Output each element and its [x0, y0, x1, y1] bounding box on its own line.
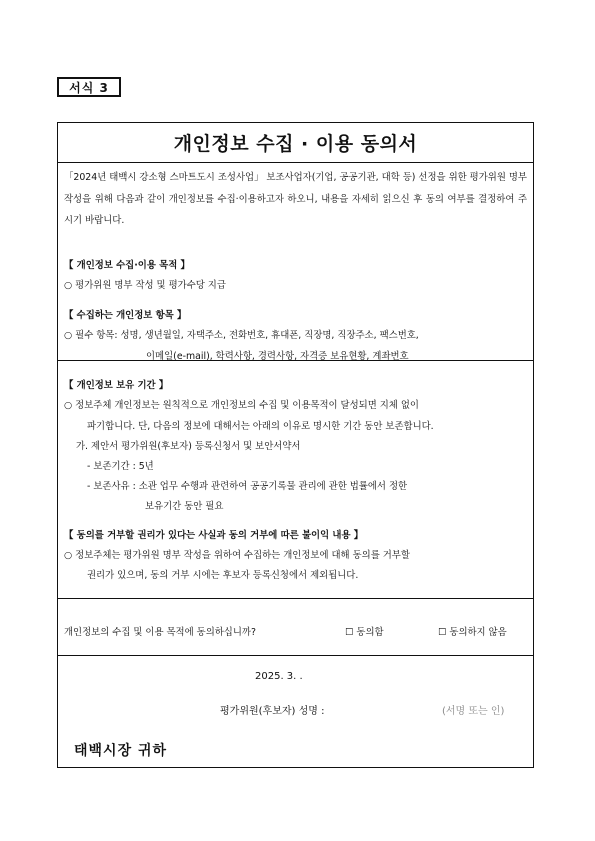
purpose-heading: 【 개인정보 수집·이용 목적 】: [64, 260, 190, 271]
consent-question-row: [58, 598, 533, 656]
date-line: 2025. 3. .: [255, 671, 303, 682]
intro-text: 「2024년 태백시 강소형 스마트도시 조성사업」 보조사업자(기업, 공공기관, 대학 등) 선정을 위한 평가위원 명부 작성을 위해 다음과 같이 개인정보를 수집·이용하고자 하오니, 내용을 자세히 읽으신 후 동의 여부를 결정하여 주시기 바랍니다.: [64, 172, 527, 226]
retention-heading: 【 개인정보 보유 기간 】: [64, 380, 169, 391]
consent-question: 개인정보의 수집 및 이용 목적에 동의하십니까?: [64, 627, 256, 638]
purpose-line: ○ 평가위원 명부 작성 및 평가수당 지급: [64, 280, 226, 291]
signer-name-label: 평가위원(후보자) 성명 :: [220, 706, 325, 717]
items-line-1: ○ 필수 항목: 성명, 생년월일, 자택주소, 전화번호, 휴대폰, 직장명, 직장주소, 팩스번호,: [64, 330, 419, 341]
agree-checkbox[interactable]: ☐ 동의함: [345, 627, 384, 638]
items-heading: 【 수집하는 개인정보 항목 】: [64, 310, 187, 321]
disagree-checkbox[interactable]: ☐ 동의하지 않음: [438, 627, 507, 638]
retention-line-2: 파기합니다. 단, 다음의 정보에 대해서는 아래의 이유로 명시한 기간 동안 보존합니다.: [87, 421, 434, 432]
retention-line-5: - 보존사유 : 소관 업무 수행과 관련하여 공공기록물 관리에 관한 법률에서 정한: [87, 481, 408, 492]
refusal-line-2: 권리가 있으며, 동의 거부 시에는 후보자 등록신청에서 제외됩니다.: [87, 570, 359, 581]
refusal-heading: 【 동의를 거부할 권리가 있다는 사실과 동의 거부에 따른 불이익 내용 】: [64, 530, 364, 541]
retention-line-4: - 보존기간 : 5년: [87, 461, 154, 472]
items-line-2: 이메일(e-mail), 학력사항, 경력사항, 자격증 보유현황, 계좌번호: [146, 351, 409, 362]
addressee: 태백시장 귀하: [74, 743, 168, 759]
retention-line-6: 보유기간 동안 필요: [145, 501, 224, 512]
retention-line-1: ○ 정보주체 개인정보는 원칙적으로 개인정보의 수집 및 이용목적이 달성되면 지체 없이: [64, 400, 419, 411]
signature-placeholder[interactable]: (서명 또는 인): [442, 706, 505, 717]
form-number-label: 서식 3: [57, 77, 121, 97]
retention-line-3: 가. 제안서 평가위원(후보자) 등록신청서 및 보안서약서: [76, 441, 301, 452]
form-title: 개인정보 수집 · 이용 동의서: [58, 123, 533, 163]
consent-form: [57, 122, 534, 768]
refusal-line-1: ○ 정보주체는 평가위원 명부 작성을 위하여 수집하는 개인정보에 대해 동의를 거부할: [64, 550, 410, 561]
